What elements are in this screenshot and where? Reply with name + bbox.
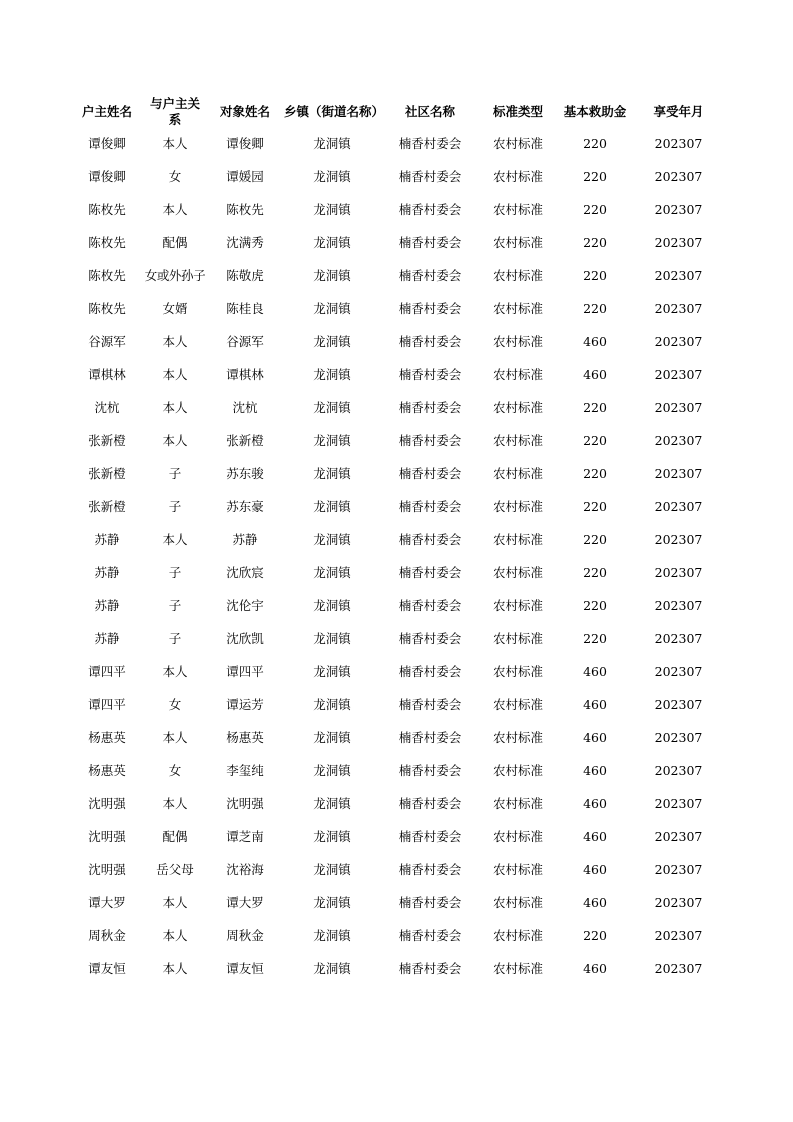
cell-township: 龙洞镇 xyxy=(313,135,351,151)
cell-standard-type: 农村标准 xyxy=(492,399,543,415)
cell-community: 楠香村委会 xyxy=(398,663,462,679)
cell-basic-amount: 220 xyxy=(583,201,607,217)
cell-community: 楠香村委会 xyxy=(398,168,462,184)
cell-relation: 子 xyxy=(168,465,182,481)
cell-person-name: 沈欣凯 xyxy=(226,630,264,646)
cell-basic-amount: 460 xyxy=(583,828,607,844)
cell-basic-amount: 460 xyxy=(583,663,607,679)
cell-standard-type: 农村标准 xyxy=(492,696,543,712)
cell-township: 龙洞镇 xyxy=(313,333,351,349)
table-row xyxy=(70,391,723,424)
cell-relation: 女婿 xyxy=(162,300,188,316)
cell-standard-type: 农村标准 xyxy=(492,333,543,349)
cell-period: 202307 xyxy=(654,465,703,481)
table-row xyxy=(70,688,723,721)
cell-householder-name: 张新橙 xyxy=(88,432,126,448)
cell-standard-type: 农村标准 xyxy=(492,300,543,316)
cell-township: 龙洞镇 xyxy=(313,168,351,184)
cell-community: 楠香村委会 xyxy=(398,630,462,646)
table-row xyxy=(70,490,723,523)
cell-township: 龙洞镇 xyxy=(313,663,351,679)
cell-relation: 子 xyxy=(168,498,182,514)
cell-township: 龙洞镇 xyxy=(313,267,351,283)
cell-relation: 本人 xyxy=(162,663,188,679)
table-row xyxy=(70,787,723,820)
column-header-person-name: 对象姓名 xyxy=(219,103,270,119)
cell-period: 202307 xyxy=(654,498,703,514)
cell-township: 龙洞镇 xyxy=(313,366,351,382)
cell-relation: 女 xyxy=(168,762,182,778)
cell-person-name: 谷源军 xyxy=(226,333,264,349)
cell-householder-name: 谭俊卿 xyxy=(88,135,126,151)
table-row xyxy=(70,127,723,160)
cell-community: 楠香村委会 xyxy=(398,828,462,844)
cell-township: 龙洞镇 xyxy=(313,399,351,415)
cell-householder-name: 谭四平 xyxy=(88,696,126,712)
cell-basic-amount: 460 xyxy=(583,729,607,745)
cell-person-name: 谭棋林 xyxy=(226,366,264,382)
cell-period: 202307 xyxy=(654,795,703,811)
cell-standard-type: 农村标准 xyxy=(492,894,543,910)
cell-community: 楠香村委会 xyxy=(398,729,462,745)
cell-basic-amount: 220 xyxy=(583,168,607,184)
cell-relation: 女 xyxy=(168,696,182,712)
cell-basic-amount: 220 xyxy=(583,630,607,646)
cell-householder-name: 陈枚先 xyxy=(88,267,126,283)
cell-relation: 女 xyxy=(168,168,182,184)
cell-standard-type: 农村标准 xyxy=(492,960,543,976)
cell-standard-type: 农村标准 xyxy=(492,795,543,811)
cell-period: 202307 xyxy=(654,696,703,712)
cell-householder-name: 谷源军 xyxy=(88,333,126,349)
table-row xyxy=(70,523,723,556)
cell-period: 202307 xyxy=(654,960,703,976)
cell-person-name: 苏静 xyxy=(232,531,258,547)
cell-community: 楠香村委会 xyxy=(398,432,462,448)
table-row xyxy=(70,325,723,358)
table-row xyxy=(70,820,723,853)
cell-period: 202307 xyxy=(654,927,703,943)
cell-relation: 本人 xyxy=(162,333,188,349)
cell-period: 202307 xyxy=(654,135,703,151)
cell-township: 龙洞镇 xyxy=(313,432,351,448)
cell-period: 202307 xyxy=(654,828,703,844)
cell-community: 楠香村委会 xyxy=(398,135,462,151)
cell-person-name: 陈桂良 xyxy=(226,300,264,316)
cell-basic-amount: 220 xyxy=(583,432,607,448)
table-row xyxy=(70,655,723,688)
cell-township: 龙洞镇 xyxy=(313,630,351,646)
cell-person-name: 苏东豪 xyxy=(226,498,264,514)
cell-person-name: 李玺纯 xyxy=(226,762,264,778)
cell-period: 202307 xyxy=(654,630,703,646)
cell-householder-name: 苏静 xyxy=(94,531,120,547)
table-row xyxy=(70,358,723,391)
cell-township: 龙洞镇 xyxy=(313,696,351,712)
cell-standard-type: 农村标准 xyxy=(492,465,543,481)
table-row xyxy=(70,853,723,886)
cell-basic-amount: 220 xyxy=(583,465,607,481)
cell-relation: 本人 xyxy=(162,432,188,448)
cell-relation: 本人 xyxy=(162,399,188,415)
cell-standard-type: 农村标准 xyxy=(492,828,543,844)
cell-basic-amount: 220 xyxy=(583,234,607,250)
cell-period: 202307 xyxy=(654,564,703,580)
cell-relation: 子 xyxy=(168,564,182,580)
cell-basic-amount: 220 xyxy=(583,498,607,514)
cell-relation: 本人 xyxy=(162,894,188,910)
cell-period: 202307 xyxy=(654,267,703,283)
cell-period: 202307 xyxy=(654,597,703,613)
table-row xyxy=(70,556,723,589)
cell-community: 楠香村委会 xyxy=(398,597,462,613)
cell-township: 龙洞镇 xyxy=(313,531,351,547)
table-row xyxy=(70,589,723,622)
cell-community: 楠香村委会 xyxy=(398,696,462,712)
cell-basic-amount: 460 xyxy=(583,762,607,778)
cell-standard-type: 农村标准 xyxy=(492,366,543,382)
cell-householder-name: 沈明强 xyxy=(88,828,126,844)
cell-community: 楠香村委会 xyxy=(398,894,462,910)
cell-period: 202307 xyxy=(654,168,703,184)
cell-basic-amount: 460 xyxy=(583,795,607,811)
cell-period: 202307 xyxy=(654,663,703,679)
cell-standard-type: 农村标准 xyxy=(492,432,543,448)
cell-relation: 本人 xyxy=(162,366,188,382)
cell-basic-amount: 220 xyxy=(583,564,607,580)
cell-township: 龙洞镇 xyxy=(313,564,351,580)
cell-township: 龙洞镇 xyxy=(313,201,351,217)
cell-person-name: 谭俊卿 xyxy=(226,135,264,151)
table-row xyxy=(70,886,723,919)
cell-basic-amount: 220 xyxy=(583,267,607,283)
column-header-standard-type: 标准类型 xyxy=(492,103,543,119)
cell-period: 202307 xyxy=(654,399,703,415)
cell-relation: 本人 xyxy=(162,960,188,976)
cell-person-name: 谭媛园 xyxy=(226,168,264,184)
cell-period: 202307 xyxy=(654,333,703,349)
cell-person-name: 谭四平 xyxy=(226,663,264,679)
cell-township: 龙洞镇 xyxy=(313,894,351,910)
cell-community: 楠香村委会 xyxy=(398,399,462,415)
cell-township: 龙洞镇 xyxy=(313,234,351,250)
cell-township: 龙洞镇 xyxy=(313,960,351,976)
cell-relation: 本人 xyxy=(162,531,188,547)
table-header-row xyxy=(70,96,723,127)
cell-basic-amount: 460 xyxy=(583,366,607,382)
cell-period: 202307 xyxy=(654,729,703,745)
cell-township: 龙洞镇 xyxy=(313,300,351,316)
cell-standard-type: 农村标准 xyxy=(492,861,543,877)
cell-relation: 本人 xyxy=(162,729,188,745)
cell-community: 楠香村委会 xyxy=(398,267,462,283)
cell-community: 楠香村委会 xyxy=(398,861,462,877)
cell-period: 202307 xyxy=(654,894,703,910)
cell-community: 楠香村委会 xyxy=(398,300,462,316)
column-header-period: 享受年月 xyxy=(653,103,704,119)
cell-period: 202307 xyxy=(654,432,703,448)
cell-community: 楠香村委会 xyxy=(398,960,462,976)
cell-basic-amount: 220 xyxy=(583,531,607,547)
cell-standard-type: 农村标准 xyxy=(492,564,543,580)
cell-relation: 本人 xyxy=(162,795,188,811)
cell-householder-name: 陈枚先 xyxy=(88,234,126,250)
cell-person-name: 沈欣宸 xyxy=(226,564,264,580)
cell-relation: 岳父母 xyxy=(156,861,194,877)
column-header-relation: 与户主关系 xyxy=(149,96,200,127)
cell-person-name: 杨惠英 xyxy=(226,729,264,745)
cell-township: 龙洞镇 xyxy=(313,828,351,844)
cell-householder-name: 杨惠英 xyxy=(88,762,126,778)
column-header-community: 社区名称 xyxy=(404,103,455,119)
cell-township: 龙洞镇 xyxy=(313,861,351,877)
cell-relation: 本人 xyxy=(162,201,188,217)
cell-relation: 配偶 xyxy=(162,828,188,844)
cell-relation: 子 xyxy=(168,630,182,646)
cell-community: 楠香村委会 xyxy=(398,762,462,778)
cell-person-name: 谭友恒 xyxy=(226,960,264,976)
cell-householder-name: 谭四平 xyxy=(88,663,126,679)
cell-township: 龙洞镇 xyxy=(313,927,351,943)
cell-person-name: 沈伦宇 xyxy=(226,597,264,613)
cell-householder-name: 沈明强 xyxy=(88,795,126,811)
cell-standard-type: 农村标准 xyxy=(492,630,543,646)
table-row xyxy=(70,424,723,457)
cell-community: 楠香村委会 xyxy=(398,234,462,250)
cell-basic-amount: 460 xyxy=(583,861,607,877)
cell-person-name: 苏东骏 xyxy=(226,465,264,481)
cell-householder-name: 张新橙 xyxy=(88,465,126,481)
table-row xyxy=(70,952,723,985)
table-header xyxy=(70,96,723,127)
cell-basic-amount: 220 xyxy=(583,300,607,316)
cell-person-name: 陈枚先 xyxy=(226,201,264,217)
cell-standard-type: 农村标准 xyxy=(492,234,543,250)
cell-township: 龙洞镇 xyxy=(313,795,351,811)
cell-relation: 女或外孙子 xyxy=(144,267,206,283)
cell-community: 楠香村委会 xyxy=(398,366,462,382)
cell-township: 龙洞镇 xyxy=(313,597,351,613)
cell-township: 龙洞镇 xyxy=(313,729,351,745)
cell-householder-name: 苏静 xyxy=(94,564,120,580)
cell-relation: 配偶 xyxy=(162,234,188,250)
cell-period: 202307 xyxy=(654,861,703,877)
cell-township: 龙洞镇 xyxy=(313,465,351,481)
assistance-recipients-table xyxy=(70,96,723,985)
cell-person-name: 沈杭 xyxy=(232,399,258,415)
cell-standard-type: 农村标准 xyxy=(492,201,543,217)
column-header-householder-name: 户主姓名 xyxy=(81,103,132,119)
column-header-basic-amount: 基本救助金 xyxy=(563,103,627,119)
cell-community: 楠香村委会 xyxy=(398,927,462,943)
cell-standard-type: 农村标准 xyxy=(492,729,543,745)
cell-period: 202307 xyxy=(654,201,703,217)
cell-basic-amount: 460 xyxy=(583,894,607,910)
table-row xyxy=(70,457,723,490)
cell-standard-type: 农村标准 xyxy=(492,168,543,184)
table-row xyxy=(70,754,723,787)
table-row xyxy=(70,292,723,325)
cell-basic-amount: 220 xyxy=(583,399,607,415)
table-row xyxy=(70,160,723,193)
cell-householder-name: 苏静 xyxy=(94,597,120,613)
cell-period: 202307 xyxy=(654,234,703,250)
cell-person-name: 张新橙 xyxy=(226,432,264,448)
cell-relation: 本人 xyxy=(162,135,188,151)
cell-person-name: 沈满秀 xyxy=(226,234,264,250)
cell-period: 202307 xyxy=(654,762,703,778)
cell-standard-type: 农村标准 xyxy=(492,135,543,151)
table-body xyxy=(70,127,723,985)
cell-community: 楠香村委会 xyxy=(398,498,462,514)
cell-standard-type: 农村标准 xyxy=(492,531,543,547)
table-row xyxy=(70,622,723,655)
table-row xyxy=(70,193,723,226)
cell-householder-name: 沈杭 xyxy=(94,399,120,415)
cell-householder-name: 谭大罗 xyxy=(88,894,126,910)
cell-standard-type: 农村标准 xyxy=(492,663,543,679)
cell-householder-name: 陈枚先 xyxy=(88,300,126,316)
cell-householder-name: 陈枚先 xyxy=(88,201,126,217)
cell-person-name: 谭芝南 xyxy=(226,828,264,844)
cell-community: 楠香村委会 xyxy=(398,564,462,580)
table-row xyxy=(70,259,723,292)
cell-period: 202307 xyxy=(654,366,703,382)
cell-basic-amount: 460 xyxy=(583,696,607,712)
cell-householder-name: 沈明强 xyxy=(88,861,126,877)
cell-standard-type: 农村标准 xyxy=(492,267,543,283)
cell-township: 龙洞镇 xyxy=(313,498,351,514)
cell-person-name: 谭运芳 xyxy=(226,696,264,712)
cell-householder-name: 谭俊卿 xyxy=(88,168,126,184)
cell-person-name: 陈敬虎 xyxy=(226,267,264,283)
cell-relation: 本人 xyxy=(162,927,188,943)
table-row xyxy=(70,226,723,259)
cell-relation: 子 xyxy=(168,597,182,613)
cell-standard-type: 农村标准 xyxy=(492,597,543,613)
cell-community: 楠香村委会 xyxy=(398,333,462,349)
cell-period: 202307 xyxy=(654,531,703,547)
cell-householder-name: 周秋金 xyxy=(88,927,126,943)
column-header-township: 乡镇（街道名称） xyxy=(284,103,385,119)
cell-basic-amount: 220 xyxy=(583,135,607,151)
cell-standard-type: 农村标准 xyxy=(492,498,543,514)
cell-community: 楠香村委会 xyxy=(398,201,462,217)
cell-community: 楠香村委会 xyxy=(398,795,462,811)
table-row xyxy=(70,919,723,952)
cell-person-name: 周秋金 xyxy=(226,927,264,943)
cell-standard-type: 农村标准 xyxy=(492,927,543,943)
cell-householder-name: 杨惠英 xyxy=(88,729,126,745)
cell-period: 202307 xyxy=(654,300,703,316)
cell-person-name: 沈裕海 xyxy=(226,861,264,877)
cell-community: 楠香村委会 xyxy=(398,531,462,547)
cell-householder-name: 苏静 xyxy=(94,630,120,646)
cell-basic-amount: 220 xyxy=(583,597,607,613)
cell-basic-amount: 220 xyxy=(583,927,607,943)
table-row xyxy=(70,721,723,754)
cell-householder-name: 谭棋林 xyxy=(88,366,126,382)
cell-householder-name: 张新橙 xyxy=(88,498,126,514)
cell-township: 龙洞镇 xyxy=(313,762,351,778)
cell-basic-amount: 460 xyxy=(583,960,607,976)
cell-community: 楠香村委会 xyxy=(398,465,462,481)
cell-standard-type: 农村标准 xyxy=(492,762,543,778)
cell-person-name: 沈明强 xyxy=(226,795,264,811)
cell-householder-name: 谭友恒 xyxy=(88,960,126,976)
cell-basic-amount: 460 xyxy=(583,333,607,349)
cell-person-name: 谭大罗 xyxy=(226,894,264,910)
